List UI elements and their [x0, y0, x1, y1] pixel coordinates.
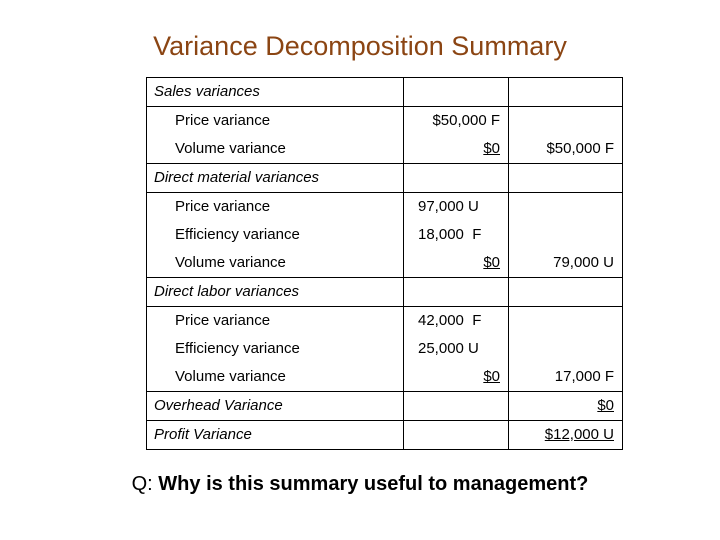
- variance-table: [146, 77, 623, 450]
- question-text: Why is this summary useful to management?: [158, 473, 589, 495]
- total-cell: 17,000 F: [509, 363, 623, 392]
- row-label: Price variance: [147, 307, 404, 336]
- table-row: [147, 392, 623, 421]
- table-row: [147, 78, 623, 107]
- row-label: Efficiency variance: [147, 221, 404, 249]
- row-label: Volume variance: [147, 363, 404, 392]
- table-row: [147, 221, 623, 249]
- detail-cell: [404, 164, 509, 193]
- row-label: Price variance: [147, 107, 404, 136]
- detail-cell: 97,000 U: [404, 193, 509, 222]
- detail-cell: [404, 392, 509, 421]
- total-cell: 79,000 U: [509, 249, 623, 278]
- detail-cell: $50,000 F: [404, 107, 509, 136]
- total-cell: $50,000 F: [509, 135, 623, 164]
- detail-cell: [404, 135, 509, 164]
- detail-value: $0: [483, 368, 500, 385]
- row-label: Direct labor variances: [147, 278, 404, 307]
- table-row: [147, 107, 623, 136]
- table-row: [147, 307, 623, 336]
- row-label: Sales variances: [147, 78, 404, 107]
- row-label: Profit Variance: [147, 421, 404, 450]
- discussion-question: [0, 470, 720, 498]
- detail-cell: [404, 278, 509, 307]
- total-cell: [509, 78, 623, 107]
- table-row: [147, 135, 623, 164]
- table-row: [147, 193, 623, 222]
- table-row: [147, 335, 623, 363]
- total-cell: [509, 335, 623, 363]
- detail-cell: 42,000 F: [404, 307, 509, 336]
- row-label: Direct material variances: [147, 164, 404, 193]
- total-cell: [509, 193, 623, 222]
- detail-cell: 25,000 U: [404, 335, 509, 363]
- row-label: Price variance: [147, 193, 404, 222]
- total-cell: [509, 107, 623, 136]
- table-row: [147, 278, 623, 307]
- total-cell: [509, 221, 623, 249]
- row-label: Volume variance: [147, 135, 404, 164]
- detail-cell: [404, 363, 509, 392]
- table-row: [147, 421, 623, 450]
- detail-cell: 18,000 F: [404, 221, 509, 249]
- total-value: $0: [597, 397, 614, 414]
- question-prefix: Q:: [131, 473, 153, 495]
- detail-value: $0: [483, 254, 500, 271]
- total-cell: [509, 421, 623, 450]
- row-label: Volume variance: [147, 249, 404, 278]
- detail-value: $0: [483, 140, 500, 157]
- total-cell: [509, 392, 623, 421]
- table-row: [147, 164, 623, 193]
- total-cell: [509, 278, 623, 307]
- table-row: [147, 249, 623, 278]
- detail-cell: [404, 78, 509, 107]
- detail-cell: [404, 421, 509, 450]
- table-row: [147, 363, 623, 392]
- detail-cell: [404, 249, 509, 278]
- row-label: Overhead Variance: [147, 392, 404, 421]
- slide-title: Variance Decomposition Summary: [153, 31, 567, 61]
- total-cell: [509, 164, 623, 193]
- total-value: $12,000 U: [544, 426, 614, 443]
- row-label: Efficiency variance: [147, 335, 404, 363]
- total-cell: [509, 307, 623, 336]
